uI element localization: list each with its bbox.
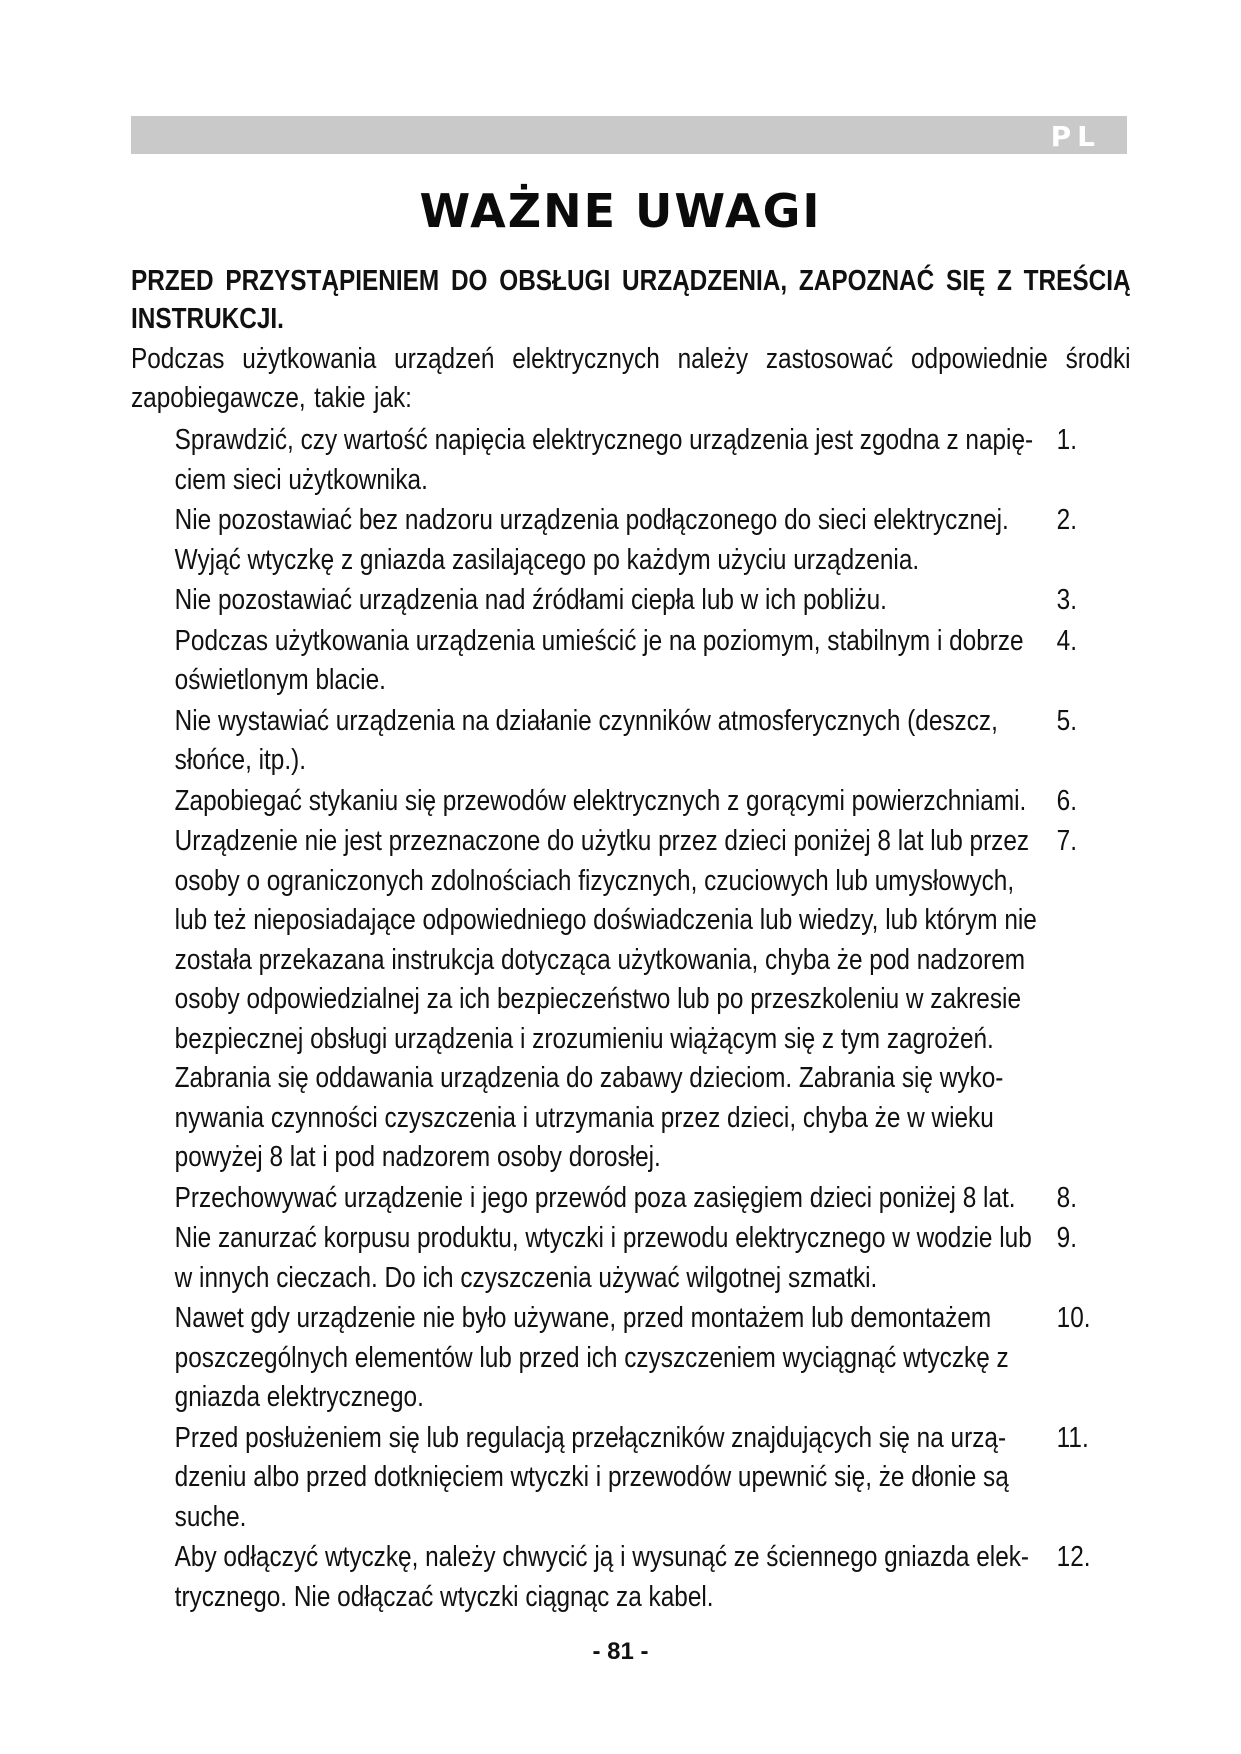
list-item-text: Zapobiegać stykaniu się przewodów elektrycznych z gorącymi powierzchniami. [174, 784, 1027, 817]
list-item-text: Sprawdzić, czy wartość napięcia elektrycznego urządzenia jest zgodna z napięciem sieci użytkownika. [174, 424, 1034, 496]
list-item-number: 9. [1056, 1222, 1077, 1254]
warning-subtitle: PRZED PRZYSTĄPIENIEM DO OBSŁUGI URZĄDZENIA, ZAPOZNAĆ SIĘ Z TREŚCIĄ INSTRUKCJI. [131, 265, 1131, 335]
safety-list [131, 421, 1091, 1617]
list-item-number: 5. [1056, 704, 1077, 737]
language-bar [131, 116, 1127, 154]
list-item [174, 702, 1077, 781]
list-item [174, 1299, 1091, 1418]
list-item-number: 7. [1056, 825, 1077, 857]
list-item-text: Przed posłużeniem się lub regulacją przełączników znajdujących się na urządzeniu albo przed dotknięciem wtyczki i przewodów upewnić się, że dłonie są suche. [174, 1421, 1009, 1533]
list-item [174, 822, 1077, 1178]
list-item-number: 11. [1056, 1421, 1089, 1454]
list-item-number: 12. [1056, 1541, 1091, 1573]
list-item [174, 1419, 1089, 1538]
list-item-number: 3. [1056, 584, 1077, 616]
list-item [174, 501, 1077, 580]
list-item-text: Nie pozostawiać bez nadzoru urządzenia podłączonego do sieci elektrycznej. Wyjąć wtyczkę z gniazda zasilającego po każdym użyciu urządzenia. [174, 504, 1009, 576]
list-item-number: 2. [1056, 504, 1077, 536]
document-body [131, 262, 1131, 1618]
list-item [174, 1219, 1077, 1298]
list-item-text: Nawet gdy urządzenie nie było używane, przed montażem lub demontażem poszczególnych elementów lub przed ich czyszczeniem wyciągnąć wtyczkę z gniazda elektrycznego. [174, 1302, 1009, 1413]
list-item-text: Nie pozostawiać urządzenia nad źródłami ciepła lub w ich pobliżu. [174, 584, 887, 616]
list-item [174, 782, 1077, 822]
list-item [174, 1538, 1091, 1617]
list-item-text: Podczas użytkowania urządzenia umieścić je na poziomym, stabilnym i dobrze oświetlonym blacie. [174, 624, 1024, 696]
list-item-text: Aby odłączyć wtyczkę, należy chwycić ją i wysunąć ze ściennego gniazda elektrycznego. Nie odłączać wtyczki ciągnąc za kabel. [174, 1541, 1030, 1613]
page-title: WAŻNE UWAGI [419, 184, 822, 238]
list-item-text: Nie wystawiać urządzenia na działanie czynników atmosferycznych (deszcz, słońce, itp.). [174, 704, 998, 776]
list-item-number: 1. [1056, 424, 1077, 456]
list-item [174, 1179, 1077, 1219]
list-item [174, 421, 1077, 500]
list-item-number: 4. [1056, 624, 1077, 657]
list-item [174, 622, 1077, 701]
list-item-number: 8. [1056, 1181, 1077, 1214]
list-item [174, 581, 1077, 621]
language-code: PL [1050, 120, 1101, 153]
page-number: - 81 - [592, 1638, 649, 1665]
list-item-number: 10. [1056, 1302, 1091, 1334]
intro-paragraph: Podczas użytkowania urządzeń elektrycznych należy zastosować odpowiednie środki zapobiegawcze, takie jak: [131, 343, 1131, 414]
list-item-text: Nie zanurzać korpusu produktu, wtyczki i przewodu elektrycznego w wodzie lub w innych cieczach. Do ich czyszczenia używać wilgotnej szmatki. [174, 1222, 1032, 1294]
list-item-text: Przechowywać urządzenie i jego przewód poza zasięgiem dzieci poniżej 8 lat. [174, 1181, 1016, 1214]
list-item-text: Urządzenie nie jest przeznaczone do użytku przez dzieci poniżej 8 lat lub przez osoby o ograniczonych zdolnościach fizycznych, czuciowych lub umysłowych, lub też nieposiadające odpowiedniego doświadczenia lub wiedzy, lub którym nie została przekazana instrukcja dotycząca użytkowania, chyba że pod nadzorem osoby odpowiedzialnej za ich bezpieczeństwo lub po przeszkoleniu w zakresie bezpiecznej obsługi urządzenia i zrozumieniu wiążącym się z tym zagrożeń. Zabrania się oddawania urządzenia do zabawy dzieciom. Zabrania się wykonywania czynności czyszczenia i utrzymania przez dzieci, chyba że w wieku powyżej 8 lat i pod nadzorem osoby dorosłej. [174, 825, 1037, 1173]
list-item-number: 6. [1056, 784, 1077, 817]
